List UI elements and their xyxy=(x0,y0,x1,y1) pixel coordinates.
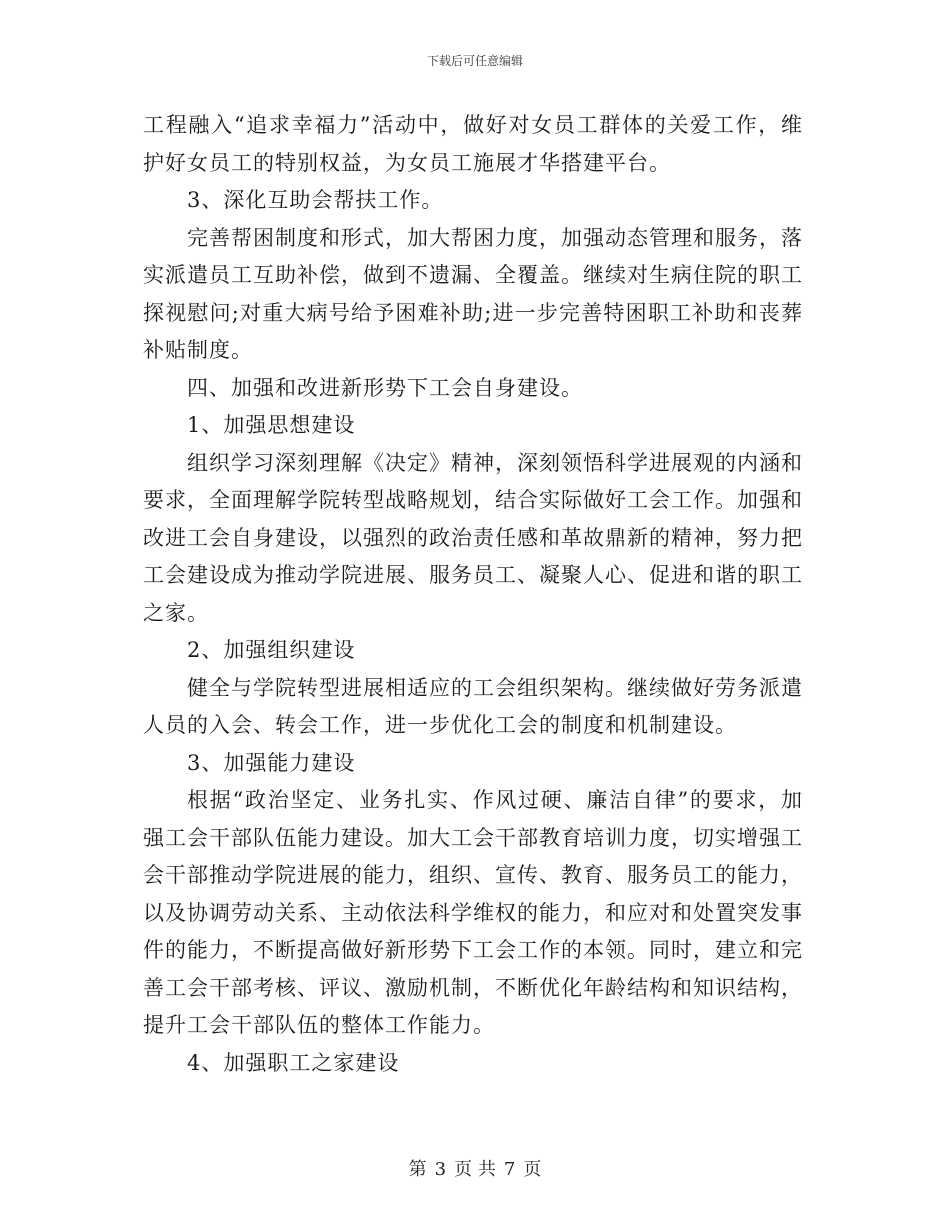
paragraph-10: 根据“政治坚定、业务扎实、作风过硬、廉洁自律”的要求，加强工会干部队伍能力建设。加大工会干部教育培训力度，切实增强工会干部推动学院进展的能力，组织、宣传、教育、服务员工的能力，以及协调劳动关系、主动依法科学维权的能力，和应对和处置突发事件的能力，不断提高做好新形势下工会工作的本领。同时，建立和完善工会干部考核、评议、激励机制，不断优化年龄结构和知识结构，提升工会干部队伍的整体工作能力。 xyxy=(143,788,803,1037)
paragraph-9: 3、加强能力建设 xyxy=(187,750,356,775)
paragraph-7: 2、加强组织建设 xyxy=(187,638,356,662)
page-header: 下载后可任意编辑 xyxy=(426,54,523,68)
document-body xyxy=(143,107,803,1082)
current-page-number: 3 xyxy=(434,1159,447,1180)
paragraph-2: 3、深化互助会帮扶工作。 xyxy=(187,188,444,212)
paragraph-3: 完善帮困制度和形式，加大帮困力度，加强动态管理和服务，落实派遣员工互助补偿，做到不遗漏、全覆盖。继续对生病住院的职工探视慰问;对重大病号给予困难补助;进一步完善特困职工补助和丧葬补贴制度。 xyxy=(143,225,803,362)
page-footer xyxy=(0,1155,950,1181)
page-label-mid: 页 共 xyxy=(454,1159,496,1180)
paragraph-4: 四、加强和改进新形势下工会自身建设。 xyxy=(187,375,583,400)
paragraph-8: 健全与学院转型进展相适应的工会组织架构。继续做好劳务派遣人员的入会、转会工作，进一步优化工会的制度和机制建设。 xyxy=(143,675,803,737)
total-pages-number: 7 xyxy=(503,1159,516,1180)
paragraph-6: 组织学习深刻理解《决定》精神，深刻领悟科学进展观的内涵和要求，全面理解学院转型战略规划，结合实际做好工会工作。加强和改进工会自身建设，以强烈的政治责任感和革故鼎新的精神，努力把工会建设成为推动学院进展、服务员工、凝聚人心、促进和谐的职工之家。 xyxy=(143,450,803,625)
paragraph-11: 4、加强职工之家建设 xyxy=(187,1050,400,1075)
page-label-suffix: 页 xyxy=(523,1159,542,1180)
paragraph-1: 工程融入“追求幸福力”活动中，做好对女员工群体的关爱工作，维护好女员工的特别权益，为女员工施展才华搭建平台。 xyxy=(143,113,803,175)
paragraph-5: 1、加强思想建设 xyxy=(187,413,356,437)
page-label-prefix: 第 xyxy=(408,1159,427,1180)
